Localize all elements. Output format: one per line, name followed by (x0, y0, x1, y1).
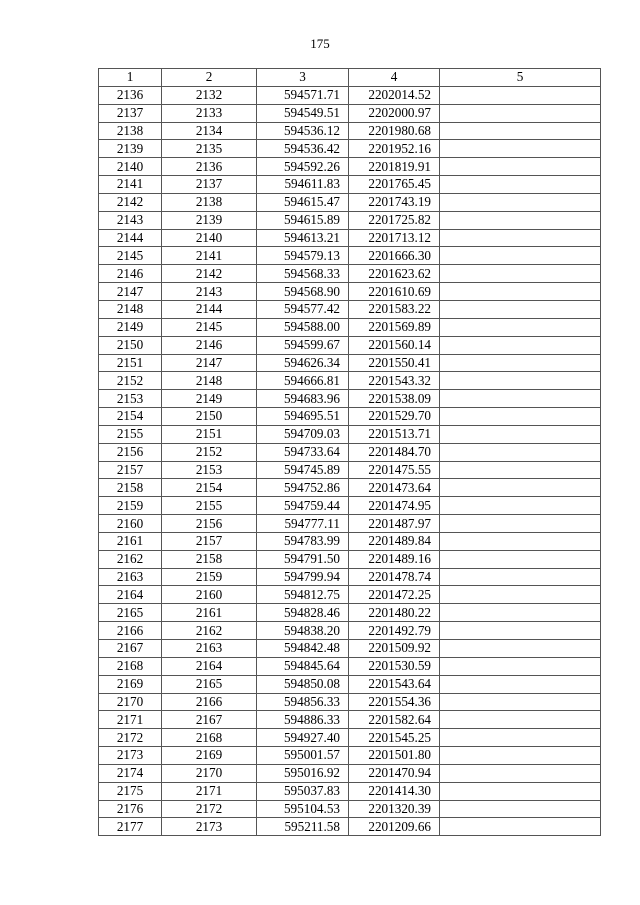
table-cell: 2201473.64 (349, 479, 440, 497)
table-cell: 2154 (162, 479, 257, 497)
table-row (99, 675, 601, 693)
table-row (99, 568, 601, 586)
table-cell: 2202014.52 (349, 86, 440, 104)
table-cell: 2201509.92 (349, 640, 440, 658)
table-cell (440, 675, 601, 693)
table-cell: 2201480.22 (349, 604, 440, 622)
table-cell: 2169 (99, 675, 162, 693)
table-cell: 2148 (99, 300, 162, 318)
table-cell: 2201489.16 (349, 550, 440, 568)
table-cell: 594838.20 (257, 622, 349, 640)
table-cell: 2174 (99, 764, 162, 782)
table-cell (440, 265, 601, 283)
table-cell: 2145 (162, 318, 257, 336)
table-cell: 2163 (99, 568, 162, 586)
table-cell (440, 211, 601, 229)
table-cell (440, 622, 601, 640)
table-cell: 2171 (162, 782, 257, 800)
table-cell: 2167 (99, 640, 162, 658)
table-cell: 594759.44 (257, 497, 349, 515)
table-cell: 2201765.45 (349, 176, 440, 194)
table-cell: 2201470.94 (349, 764, 440, 782)
table-row (99, 86, 601, 104)
table-cell: 2160 (162, 586, 257, 604)
table-cell: 2201484.70 (349, 443, 440, 461)
table-row (99, 122, 601, 140)
table-cell: 2155 (162, 497, 257, 515)
table-cell: 2133 (162, 104, 257, 122)
table-cell: 2149 (99, 318, 162, 336)
table-cell: 2136 (162, 158, 257, 176)
table-cell: 595001.57 (257, 747, 349, 765)
table-cell: 594579.13 (257, 247, 349, 265)
table-cell (440, 300, 601, 318)
table-row (99, 443, 601, 461)
table-cell: 2162 (99, 550, 162, 568)
table-cell (440, 461, 601, 479)
table-cell: 2164 (99, 586, 162, 604)
table-cell: 2170 (162, 764, 257, 782)
table-cell (440, 640, 601, 658)
table-row (99, 265, 601, 283)
table-cell: 2153 (99, 390, 162, 408)
table-cell: 2137 (162, 176, 257, 194)
table-cell (440, 443, 601, 461)
table-row (99, 532, 601, 550)
table-cell: 2146 (162, 336, 257, 354)
table-cell: 2201489.84 (349, 532, 440, 550)
table-row (99, 336, 601, 354)
table-cell: 2166 (162, 693, 257, 711)
table-cell (440, 532, 601, 550)
table-cell: 2201414.30 (349, 782, 440, 800)
table-row (99, 586, 601, 604)
table-cell: 2150 (162, 408, 257, 426)
table-row (99, 229, 601, 247)
table-cell: 594592.26 (257, 158, 349, 176)
table-cell: 594599.67 (257, 336, 349, 354)
table-cell: 2170 (99, 693, 162, 711)
table-cell (440, 247, 601, 265)
table-cell (440, 104, 601, 122)
table-cell: 2175 (99, 782, 162, 800)
table-cell (440, 497, 601, 515)
table-cell (440, 711, 601, 729)
table-row (99, 764, 601, 782)
table-cell: 2171 (99, 711, 162, 729)
table-row (99, 140, 601, 158)
table-cell (440, 586, 601, 604)
table-cell: 2134 (162, 122, 257, 140)
table-cell: 2144 (162, 300, 257, 318)
table-cell: 2201582.64 (349, 711, 440, 729)
table-cell: 594850.08 (257, 675, 349, 693)
table-row (99, 550, 601, 568)
table-cell: 2164 (162, 657, 257, 675)
table-cell (440, 747, 601, 765)
table-cell (440, 390, 601, 408)
table-cell (440, 693, 601, 711)
table-cell: 594536.42 (257, 140, 349, 158)
table-cell: 2201513.71 (349, 425, 440, 443)
table-cell: 2201952.16 (349, 140, 440, 158)
table-cell: 2201980.68 (349, 122, 440, 140)
table-cell: 594812.75 (257, 586, 349, 604)
table-cell (440, 604, 601, 622)
table-row (99, 657, 601, 675)
table-row (99, 408, 601, 426)
table-cell: 594828.46 (257, 604, 349, 622)
table-row (99, 247, 601, 265)
table-cell: 2201819.91 (349, 158, 440, 176)
table-row (99, 390, 601, 408)
table-cell: 2147 (162, 354, 257, 372)
table-cell: 594752.86 (257, 479, 349, 497)
table-cell (440, 86, 601, 104)
table-cell: 2165 (99, 604, 162, 622)
table-cell: 2158 (99, 479, 162, 497)
table-row (99, 176, 601, 194)
table-row (99, 711, 601, 729)
table-cell: 2162 (162, 622, 257, 640)
table-row (99, 515, 601, 533)
table-row (99, 104, 601, 122)
table-cell: 2141 (99, 176, 162, 194)
table-cell: 594568.33 (257, 265, 349, 283)
table-cell: 2201569.89 (349, 318, 440, 336)
table-cell: 2142 (162, 265, 257, 283)
table-cell: 2156 (99, 443, 162, 461)
table-cell: 2201529.70 (349, 408, 440, 426)
table-row (99, 479, 601, 497)
table-cell (440, 800, 601, 818)
table-cell: 2201713.12 (349, 229, 440, 247)
table-cell: 2201538.09 (349, 390, 440, 408)
table-cell: 2201530.59 (349, 657, 440, 675)
table-cell: 594709.03 (257, 425, 349, 443)
table-cell (440, 336, 601, 354)
table-cell (440, 318, 601, 336)
table-cell: 2177 (99, 818, 162, 836)
table-cell: 594791.50 (257, 550, 349, 568)
table-cell: 2153 (162, 461, 257, 479)
table-cell: 2136 (99, 86, 162, 104)
table-cell: 2139 (99, 140, 162, 158)
table-cell: 594626.34 (257, 354, 349, 372)
table-cell: 594615.47 (257, 193, 349, 211)
table-cell: 594577.42 (257, 300, 349, 318)
table-cell: 2142 (99, 193, 162, 211)
page-number: 175 (310, 36, 330, 51)
table-cell: 594886.33 (257, 711, 349, 729)
table-cell: 595016.92 (257, 764, 349, 782)
table-cell: 2167 (162, 711, 257, 729)
table-cell: 2157 (162, 532, 257, 550)
table-cell (440, 425, 601, 443)
table-cell: 2159 (162, 568, 257, 586)
table-row (99, 425, 601, 443)
table-row (99, 497, 601, 515)
table-cell: 2201492.79 (349, 622, 440, 640)
table-cell: 2138 (162, 193, 257, 211)
table-cell: 2201610.69 (349, 283, 440, 301)
table-row (99, 729, 601, 747)
table-cell: 2155 (99, 425, 162, 443)
column-header: 5 (440, 69, 601, 87)
table-cell: 2201666.30 (349, 247, 440, 265)
column-header: 1 (99, 69, 162, 87)
table-cell: 594549.51 (257, 104, 349, 122)
table-cell: 594799.94 (257, 568, 349, 586)
table-cell: 2173 (99, 747, 162, 765)
table-cell: 2159 (99, 497, 162, 515)
table-cell: 2202000.97 (349, 104, 440, 122)
table-row (99, 782, 601, 800)
table-cell (440, 550, 601, 568)
table-cell: 2154 (99, 408, 162, 426)
table-cell: 2146 (99, 265, 162, 283)
table-cell (440, 193, 601, 211)
table-cell: 2149 (162, 390, 257, 408)
table-cell: 2201554.36 (349, 693, 440, 711)
table-cell: 2158 (162, 550, 257, 568)
table-cell (440, 122, 601, 140)
table-cell: 594745.89 (257, 461, 349, 479)
table-cell: 2201725.82 (349, 211, 440, 229)
table-cell: 2173 (162, 818, 257, 836)
table-cell: 2172 (162, 800, 257, 818)
table-header-row (99, 69, 601, 87)
table-cell: 594927.40 (257, 729, 349, 747)
table-cell (440, 176, 601, 194)
table-cell: 2137 (99, 104, 162, 122)
column-header: 4 (349, 69, 440, 87)
table-cell: 594777.11 (257, 515, 349, 533)
table-cell: 594568.90 (257, 283, 349, 301)
table-cell (440, 283, 601, 301)
table-row (99, 300, 601, 318)
table-cell (440, 140, 601, 158)
table-body (99, 86, 601, 835)
table-cell: 594571.71 (257, 86, 349, 104)
table-row (99, 318, 601, 336)
table-cell: 2201320.39 (349, 800, 440, 818)
table-cell: 2140 (99, 158, 162, 176)
table-cell (440, 515, 601, 533)
table-cell: 2161 (99, 532, 162, 550)
table-cell: 2152 (162, 443, 257, 461)
table-cell: 2168 (99, 657, 162, 675)
table-cell: 2147 (99, 283, 162, 301)
table-cell: 2201543.64 (349, 675, 440, 693)
table-row (99, 283, 601, 301)
table-cell: 2201501.80 (349, 747, 440, 765)
table-cell (440, 354, 601, 372)
table-cell: 2201472.25 (349, 586, 440, 604)
table-cell: 2201623.62 (349, 265, 440, 283)
table-cell (440, 372, 601, 390)
table-cell: 594683.96 (257, 390, 349, 408)
table-cell: 2201487.97 (349, 515, 440, 533)
table-row (99, 693, 601, 711)
column-header: 3 (257, 69, 349, 87)
table-cell: 2151 (99, 354, 162, 372)
table-cell (440, 818, 601, 836)
table-cell: 595037.83 (257, 782, 349, 800)
table-cell: 2135 (162, 140, 257, 158)
table-cell: 2201478.74 (349, 568, 440, 586)
table-cell: 2143 (99, 211, 162, 229)
table-cell: 594536.12 (257, 122, 349, 140)
table-row (99, 461, 601, 479)
table-cell (440, 657, 601, 675)
table-cell: 594695.51 (257, 408, 349, 426)
table-row (99, 372, 601, 390)
table-cell: 2169 (162, 747, 257, 765)
table-cell: 2152 (99, 372, 162, 390)
table-row (99, 211, 601, 229)
table-cell: 594842.48 (257, 640, 349, 658)
table-cell (440, 764, 601, 782)
table-cell: 2144 (99, 229, 162, 247)
table-cell: 594666.81 (257, 372, 349, 390)
table-cell: 595211.58 (257, 818, 349, 836)
table-cell: 2201209.66 (349, 818, 440, 836)
table-cell (440, 479, 601, 497)
column-header: 2 (162, 69, 257, 87)
table-cell: 594613.21 (257, 229, 349, 247)
table-cell: 2138 (99, 122, 162, 140)
table-cell: 595104.53 (257, 800, 349, 818)
table-cell: 2166 (99, 622, 162, 640)
table-cell: 2150 (99, 336, 162, 354)
table-row (99, 604, 601, 622)
table-row (99, 818, 601, 836)
table-cell (440, 408, 601, 426)
table-cell: 594588.00 (257, 318, 349, 336)
table-cell: 2201545.25 (349, 729, 440, 747)
table-cell: 2141 (162, 247, 257, 265)
coordinates-table (98, 68, 601, 836)
table-row (99, 800, 601, 818)
table-cell: 594856.33 (257, 693, 349, 711)
table-cell: 2163 (162, 640, 257, 658)
table-cell: 2151 (162, 425, 257, 443)
table-cell: 2201560.14 (349, 336, 440, 354)
table-cell: 594845.64 (257, 657, 349, 675)
table-cell (440, 568, 601, 586)
table-row (99, 622, 601, 640)
table-cell: 2160 (99, 515, 162, 533)
table-cell: 2201474.95 (349, 497, 440, 515)
table-cell: 2201743.19 (349, 193, 440, 211)
table-cell: 2148 (162, 372, 257, 390)
table-cell: 2176 (99, 800, 162, 818)
table-cell: 2139 (162, 211, 257, 229)
table-cell (440, 729, 601, 747)
table-cell: 594783.99 (257, 532, 349, 550)
table-cell (440, 158, 601, 176)
table-row (99, 354, 601, 372)
table-cell: 2201543.32 (349, 372, 440, 390)
table-cell: 2143 (162, 283, 257, 301)
table-cell (440, 782, 601, 800)
table-row (99, 747, 601, 765)
table-cell: 2161 (162, 604, 257, 622)
table-cell: 2201475.55 (349, 461, 440, 479)
table-cell: 2201583.22 (349, 300, 440, 318)
table-row (99, 640, 601, 658)
table-cell (440, 229, 601, 247)
table-cell: 2165 (162, 675, 257, 693)
table-cell: 2168 (162, 729, 257, 747)
table-cell: 2201550.41 (349, 354, 440, 372)
table-cell: 2172 (99, 729, 162, 747)
table-cell: 2145 (99, 247, 162, 265)
table-cell: 2156 (162, 515, 257, 533)
table-cell: 2157 (99, 461, 162, 479)
table-row (99, 158, 601, 176)
table-cell: 2132 (162, 86, 257, 104)
table-row (99, 193, 601, 211)
table-cell: 594611.83 (257, 176, 349, 194)
table-cell: 594733.64 (257, 443, 349, 461)
table-cell: 2140 (162, 229, 257, 247)
table-cell: 594615.89 (257, 211, 349, 229)
